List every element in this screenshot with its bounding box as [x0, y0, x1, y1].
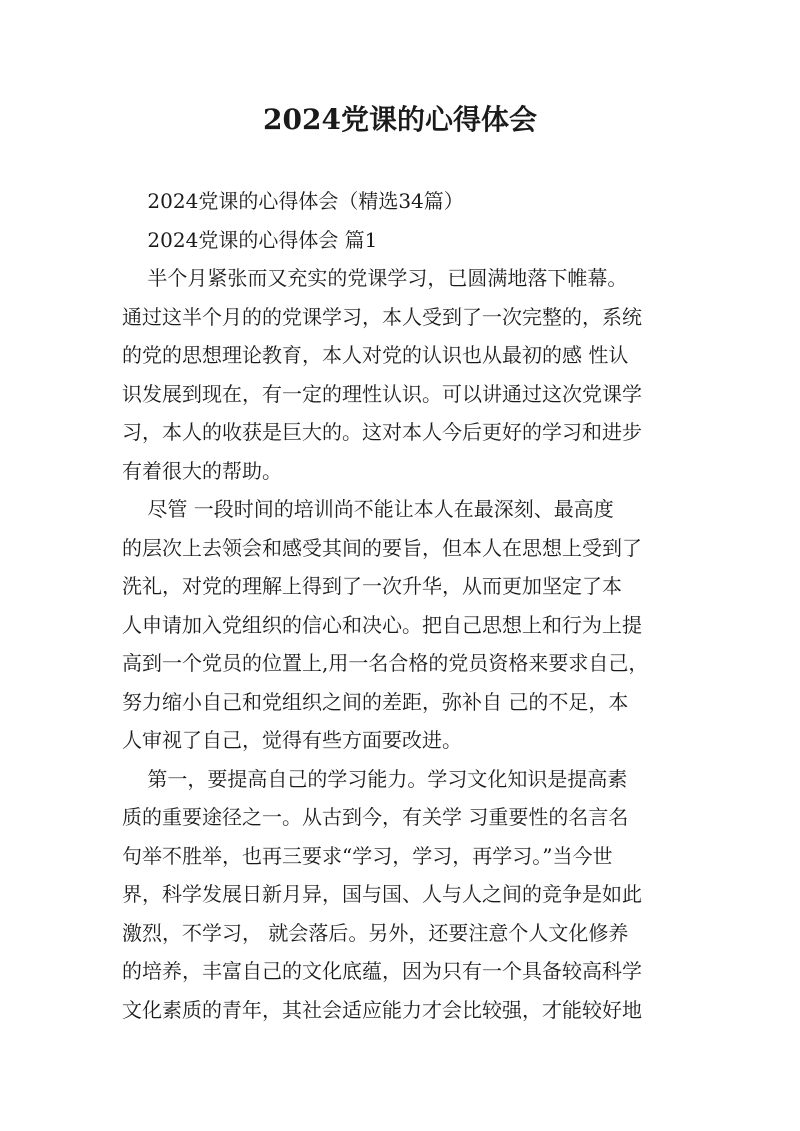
document-body: [122, 182, 682, 1029]
text-line: 半个月紧张而又充实的党课学习，已圆满地落下帷幕。: [122, 266, 628, 290]
text-line: 界，科学发展日新月异，国与国、人与人之间的竞争是如此: [122, 882, 642, 906]
text-line: 2024党课的心得体会（精选34篇）: [122, 189, 464, 213]
text-line: 尽管 一段时间的培训尚不能让本人在最深刻、最高度: [122, 497, 614, 521]
text-line: 2024党课的心得体会 篇1: [122, 227, 378, 252]
document-title: 2024党课的心得体会: [263, 103, 537, 136]
text-line: 的培养，丰富自己的文化底蕴，因为只有一个具备较高科学: [122, 959, 642, 983]
text-line: 洗礼，对党的理解上得到了一次升华，从而更加坚定了本: [122, 574, 622, 598]
text-line: 人审视了自己，觉得有些方面要改进。: [122, 728, 462, 752]
text-line: 激烈，不学习， 就会落后。另外，还要注意个人文化修养: [122, 920, 629, 945]
text-line: 的党的思想理论教育，本人对党的认识也从最初的感 性认: [122, 343, 629, 367]
text-line: 努力缩小自己和党组织之间的差距，弥补自 己的不足，本: [122, 689, 629, 714]
text-line: 识发展到现在，有一定的理性认识。可以讲通过这次党课学: [122, 381, 642, 406]
text-line: 质的重要途径之一。从古到今，有关学 习重要性的名言名: [122, 805, 629, 829]
text-line: 句举不胜举，也再三要求“学习，学习，再学习。”当今世: [122, 843, 613, 868]
text-line: 通过这半个月的的党课学习，本人受到了一次完整的，系统: [122, 304, 642, 329]
text-line: 有着很大的帮助。: [122, 458, 282, 483]
text-line: 高到一个党员的位置上,用一名合格的党员资格来要求自己，: [122, 651, 649, 675]
text-line: 文化素质的青年，其社会适应能力才会比较强，才能较好地: [122, 997, 642, 1022]
text-line: 人申请加入党组织的信心和决心。把自己思想上和行为上提: [122, 612, 642, 637]
text-line: 习，本人的收获是巨大的。这对本人今后更好的学习和进步: [122, 420, 642, 444]
text-line: 第一，要提高自己的学习能力。学习文化知识是提高素: [122, 766, 628, 791]
text-line: 的层次上去领会和感受其间的要旨，但本人在思想上受到了: [122, 535, 642, 560]
